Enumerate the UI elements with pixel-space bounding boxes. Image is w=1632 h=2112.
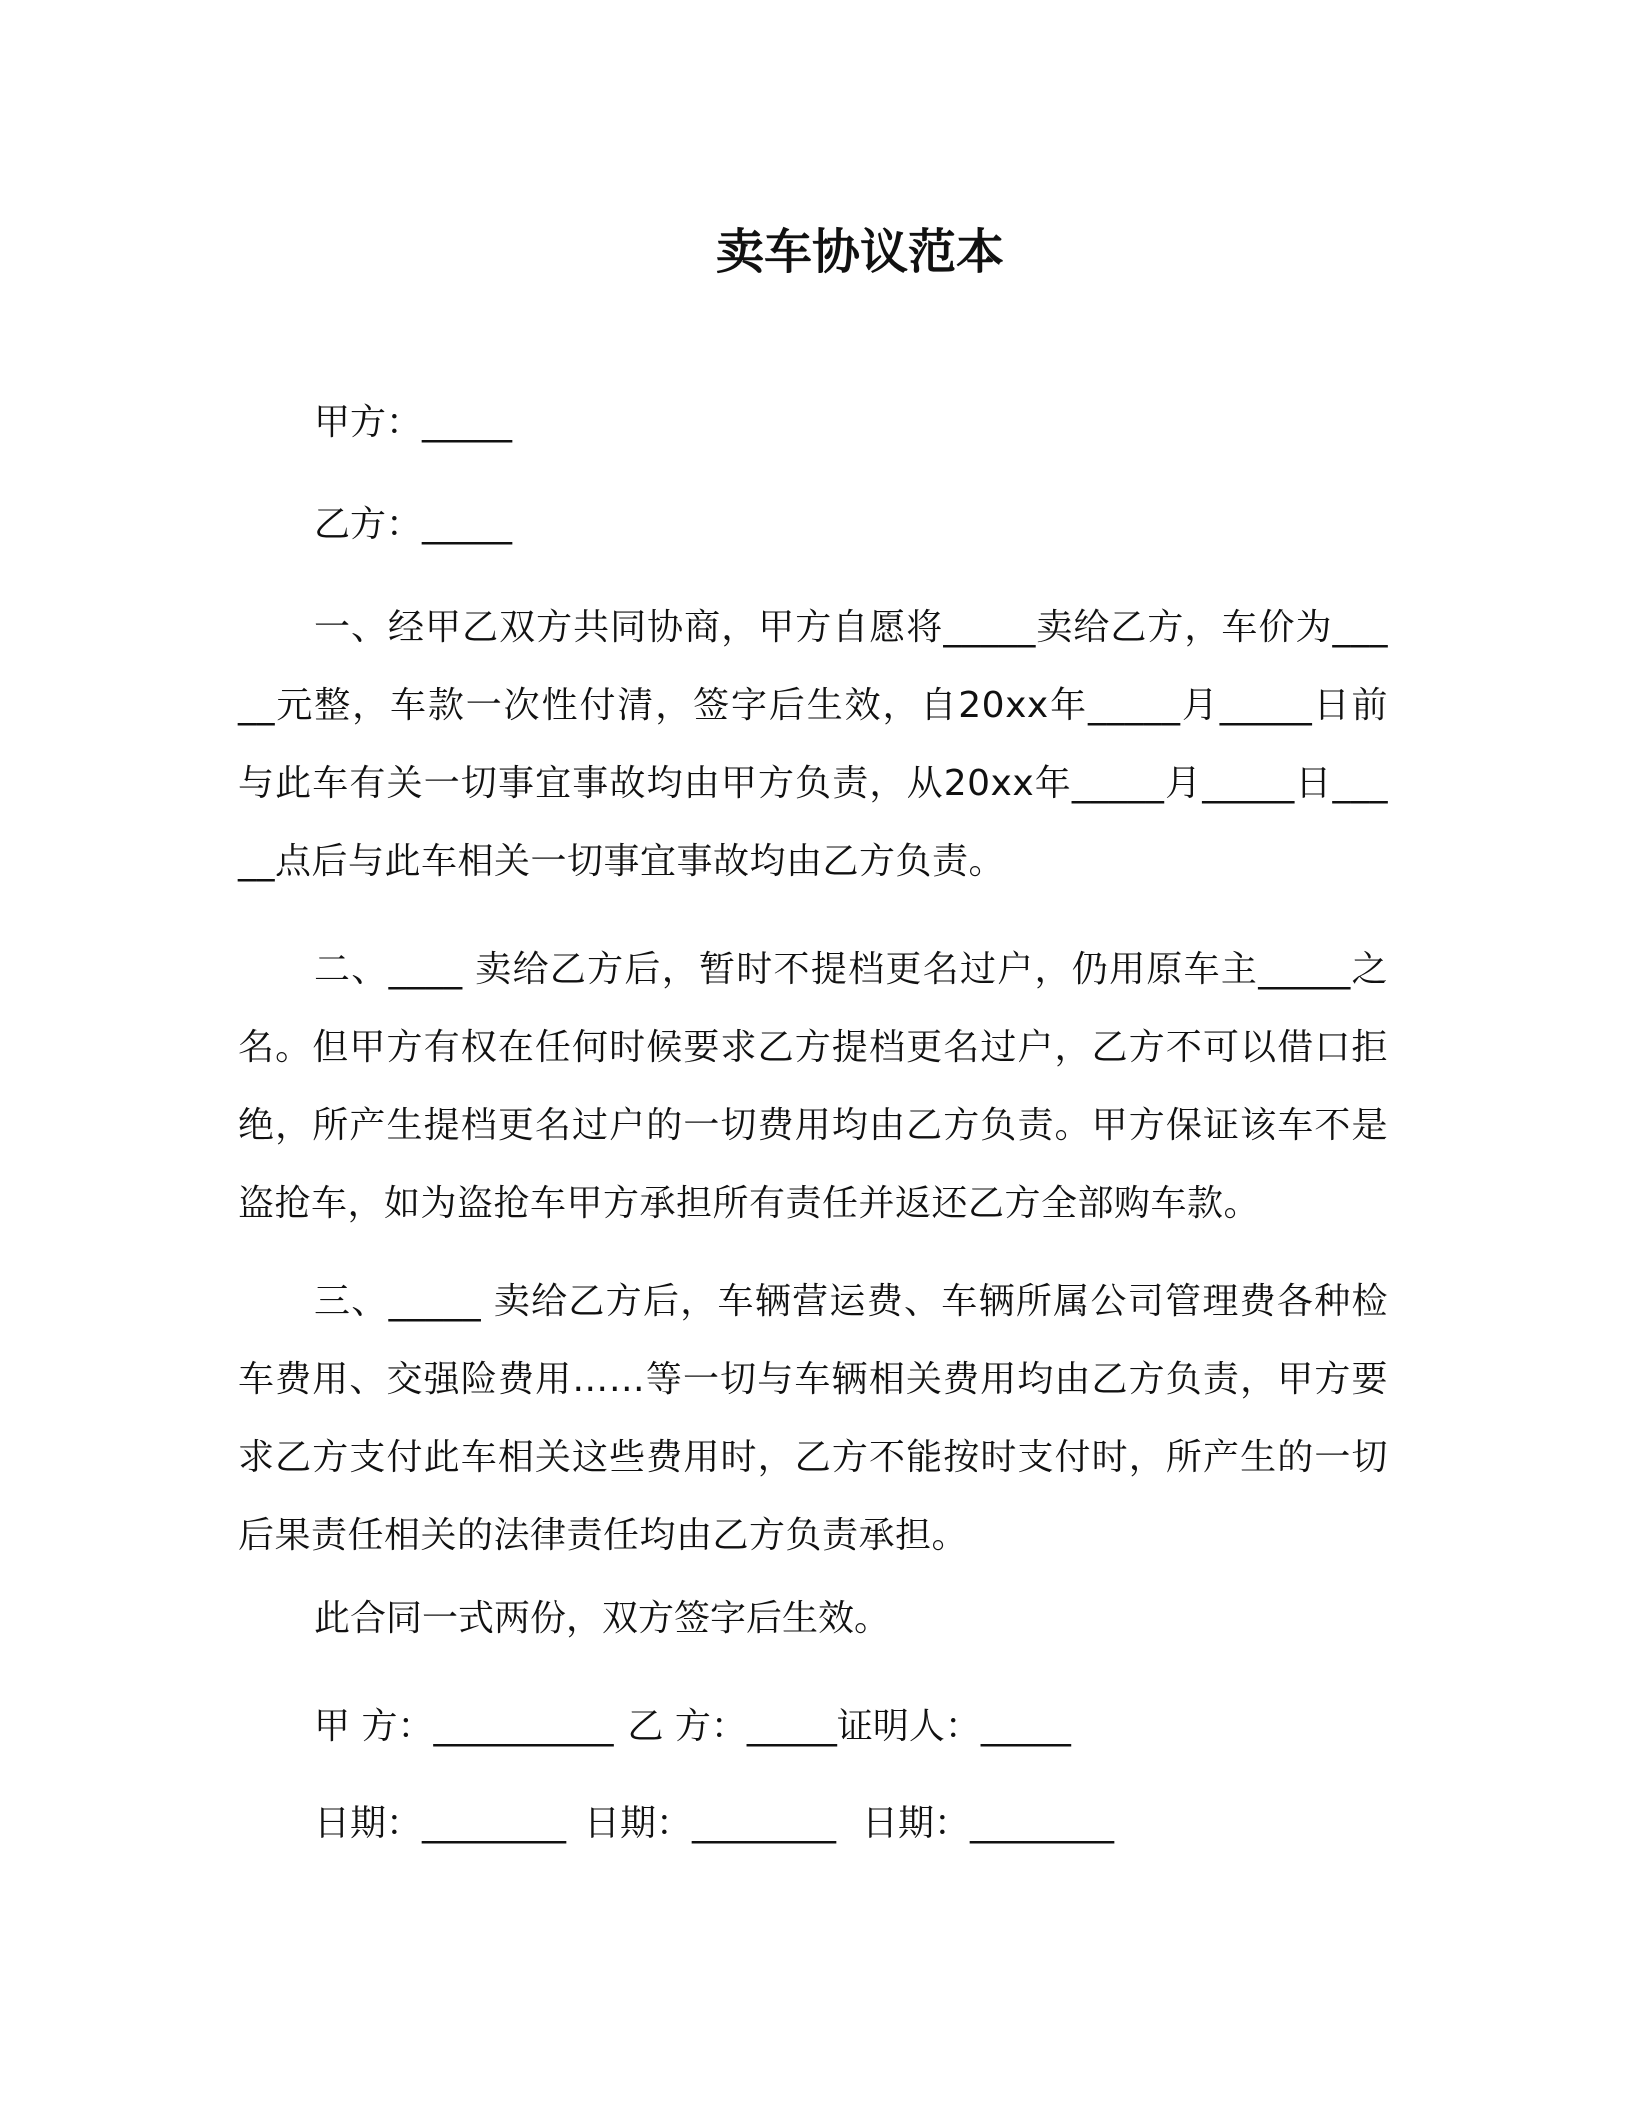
signature-party-b: 乙 方：_____ xyxy=(627,1706,837,1747)
date-witness: 日期：________ xyxy=(862,1803,1115,1844)
clause-1: 一、经甲乙双方共同协商，甲方自愿将_____卖给乙方，车价为_____元整，车款一次性付清，签字后生效，自20xx年_____月_____日前与此车有关一切事宜事故均由甲方负责，从20xx年_____月_____日_____点后与此车相关一切事宜事故均由乙方负责。 xyxy=(238,607,1388,882)
signature-witness: 证明人：_____ xyxy=(836,1706,1071,1747)
signature-party-a: 甲 方：__________ xyxy=(314,1706,614,1747)
clause-2: 二、____ 卖给乙方后，暂时不提档更名过户，仍用原车主_____之名。但甲方有权在任何时候要求乙方提档更名过户，乙方不可以借口拒绝，所产生提档更名过户的一切费用均由乙方负责。甲方保证该车不是盗抢车，如为盗抢车甲方承担所有责任并返还乙方全部购车款。 xyxy=(238,949,1388,1224)
date-party-b: 日期：________ xyxy=(584,1803,837,1844)
date-row xyxy=(314,1800,1114,1848)
party-a-line: 甲方：_____ xyxy=(314,402,513,443)
clause-3: 三、_____ 卖给乙方后，车辆营运费、车辆所属公司管理费各种检车费用、交强险费用……等一切与车辆相关费用均由乙方负责，甲方要求乙方支付此车相关这些费用时，乙方不能按时支付时，所产生的一切后果责任相关的法律责任均由乙方负责承担。 xyxy=(238,1281,1388,1556)
closing-statement: 此合同一式两份，双方签字后生效。 xyxy=(314,1598,891,1639)
date-party-a: 日期：________ xyxy=(314,1803,567,1844)
party-b-line: 乙方：_____ xyxy=(314,504,513,545)
signature-row xyxy=(314,1703,1071,1751)
document-title: 卖车协议范本 xyxy=(715,224,1004,280)
